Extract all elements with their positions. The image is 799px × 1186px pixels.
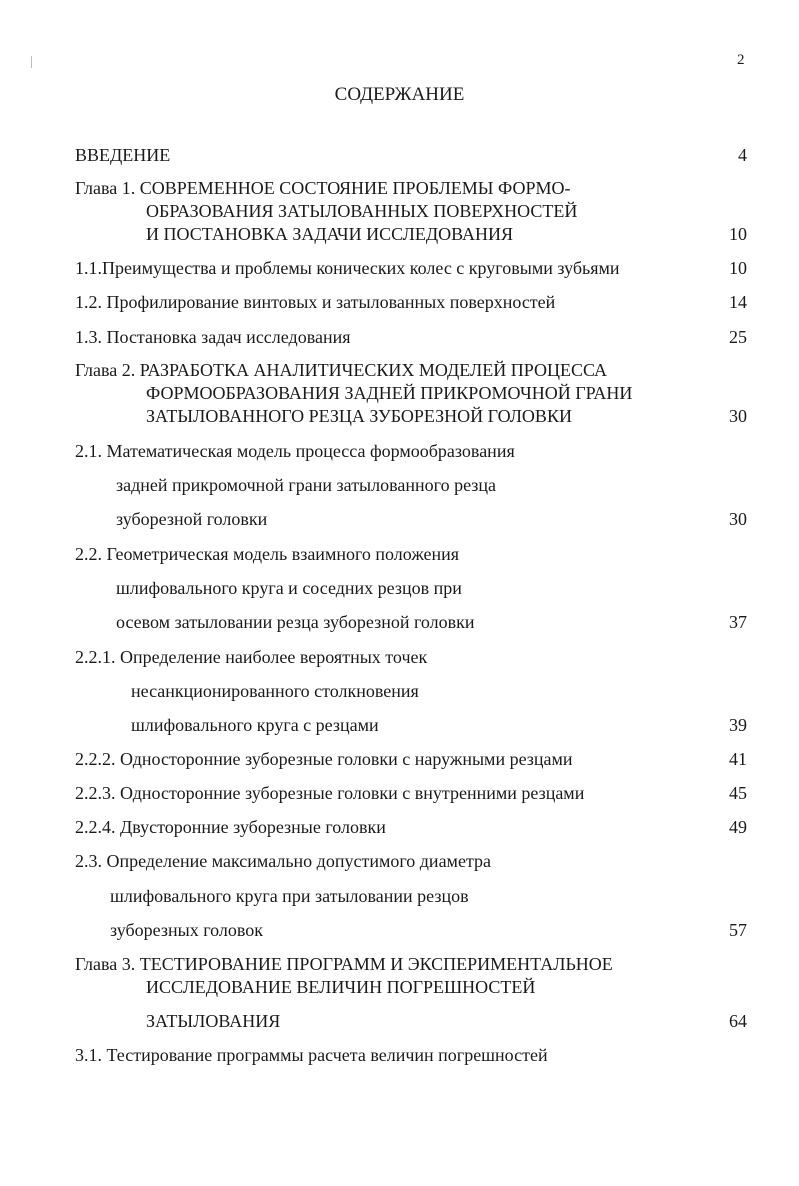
toc-entry-title-line-2: ИССЛЕДОВАНИЕ ВЕЛИЧИН ПОГРЕШНОСТЕЙ (146, 977, 536, 997)
scan-mark (31, 56, 32, 68)
page-number: 2 (737, 52, 745, 68)
toc-entry-title-line-1: 2.2. Геометрическая модель взаимного положения (75, 544, 460, 564)
toc-entry-title: 1.1.Преимущества и проблемы конических колес с круговыми зубьями (75, 258, 620, 278)
toc-entry-title-line-1: 2.1. Математическая модель процесса формообразования (75, 441, 515, 461)
toc-page-number: 45 (729, 783, 747, 803)
toc-entry-title-line-3: шлифовального круга с резцами (131, 715, 379, 735)
toc-page-number: 4 (738, 145, 747, 165)
toc-page-number: 25 (729, 327, 747, 347)
toc-page-number: 10 (729, 224, 747, 244)
toc-page-number: 64 (729, 1011, 747, 1031)
toc-entry-title-line-2: шлифовального круга при затыловании резцов (110, 886, 469, 906)
toc-entry-title-line-3: ЗАТЫЛОВАНИЯ (146, 1011, 281, 1031)
toc-entry-title-line-2: шлифовального круга и соседних резцов при (116, 578, 462, 598)
toc-entry-title-line-3: зуборезных головок (110, 920, 263, 940)
toc-entry-title: 3.1. Тестирование программы расчета величин погрешностей (75, 1045, 548, 1065)
toc-page-number: 41 (729, 749, 747, 769)
toc-entry-title-line-2: несанкционированного столкновения (131, 681, 419, 701)
toc-entry-title-line-3: осевом затыловании резца зуборезной головки (116, 612, 475, 632)
toc-entry-title: 2.2.4. Двусторонние зуборезные головки (75, 817, 386, 837)
toc-entry-title: ВВЕДЕНИЕ (75, 145, 171, 165)
toc-page-number: 14 (729, 292, 747, 312)
toc-page-number: 49 (729, 817, 747, 837)
toc-entry-title: 1.2. Профилирование винтовых и затылованных поверхностей (75, 292, 556, 312)
toc-entry-title: 2.2.3. Односторонние зуборезные головки с внутренними резцами (75, 783, 585, 803)
toc-page-number: 37 (729, 612, 747, 632)
toc-page-number: 10 (729, 258, 747, 278)
toc-page-number: 30 (729, 406, 747, 426)
toc-entry-title-line-2: ОБРАЗОВАНИЯ ЗАТЫЛОВАННЫХ ПОВЕРХНОСТЕЙ (146, 201, 578, 221)
toc-entry-title-line-3: зуборезной головки (116, 509, 268, 529)
toc-entry-title-line-1: Глава 1. СОВРЕМЕННОЕ СОСТОЯНИЕ ПРОБЛЕМЫ ФОРМО- (75, 178, 571, 198)
toc-entry-title-line-3: ЗАТЫЛОВАННОГО РЕЗЦА ЗУБОРЕЗНОЙ ГОЛОВКИ (146, 406, 572, 426)
toc-entry-title-line-2: ФОРМООБРАЗОВАНИЯ ЗАДНЕЙ ПРИКРОМОЧНОЙ ГРАНИ (146, 383, 633, 403)
toc-entry-title-line-1: 2.3. Определение максимально допустимого диаметра (75, 851, 492, 871)
page-title: СОДЕРЖАНИЕ (334, 84, 465, 105)
toc-entry-title: 2.2.2. Односторонние зуборезные головки с наружными резцами (75, 749, 573, 769)
toc-page-number: 30 (729, 509, 747, 529)
toc-page-number: 57 (729, 920, 747, 940)
toc-entry-title-line-2: задней прикромочной грани затылованного резца (116, 475, 497, 495)
toc-entry-title-line-3: И ПОСТАНОВКА ЗАДАЧИ ИССЛЕДОВАНИЯ (146, 224, 514, 244)
toc-entry-title-line-1: 2.2.1. Определение наиболее вероятных точек (75, 647, 428, 667)
toc-entry-title: 1.3. Постановка задач исследования (75, 327, 351, 347)
toc-entry-title-line-1: Глава 2. РАЗРАБОТКА АНАЛИТИЧЕСКИХ МОДЕЛЕЙ ПРОЦЕССА (75, 360, 608, 380)
toc-entry-title-line-1: Глава 3. ТЕСТИРОВАНИЕ ПРОГРАММ И ЭКСПЕРИМЕНТАЛЬНОЕ (75, 954, 613, 974)
toc-page-number: 39 (729, 715, 747, 735)
